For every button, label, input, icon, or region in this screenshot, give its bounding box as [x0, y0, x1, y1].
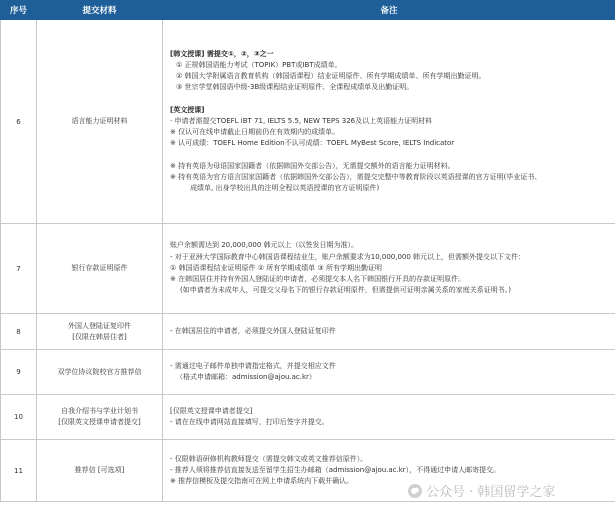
- table-header-row: [1, 1, 615, 20]
- note-line: ③ 世宗学堂韩国语中级-3B级课程结业证明原件、全课程成绩单及出勤证明。: [176, 83, 414, 92]
- table-row: [1, 20, 615, 224]
- note-line: ① 韩国语课程结业证明原件 ② 所有学期成绩单 ③ 所有学期出勤证明: [170, 263, 382, 272]
- note-line: ※ 仅认可在线申请截止日期前仍在有效期内的成绩单。: [170, 128, 340, 137]
- row-number: 6: [1, 20, 37, 224]
- note-line: ※ 持有英语为母语国家国籍者（依据韩国外交部公告），无需提交额外的语言能力证明材料。: [170, 161, 455, 170]
- header-notes: 备注: [163, 1, 615, 20]
- note-line: ※ 认可成绩：TOEFL Home Edition不认可成绩：TOEFL MyBest Score, IELTS Indicator: [170, 139, 455, 148]
- note-line: - 需通过电子邮件单独申请指定格式，并提交相应文件: [170, 361, 336, 370]
- row-number: 8: [1, 314, 37, 350]
- header-material: 提交材料: [37, 1, 163, 20]
- material-cell: [37, 350, 163, 395]
- note-line: · 申请者需提交TOEFL iBT 71, IELTS 5.5, NEW TEPS 326及以上英语能力证明材料: [170, 116, 433, 125]
- note-line: ① 正规韩国语能力考试（TOPIK）PBT或IBT成绩单。: [176, 61, 342, 70]
- note-line: 账户余额需达到 20,000,000 韩元以上（以签发日期为准）。: [170, 241, 359, 250]
- note-line: ※ 在韩国居住并持有外国人登陆证的申请者，必须提交本人名下韩国银行开具的存款证明原件。: [170, 275, 466, 284]
- watermark: [408, 481, 555, 500]
- note-line: （格式申请邮箱：admission@ajou.ac.kr）: [176, 373, 316, 381]
- note-line: - 请在在线申请网站直接填写，打印后签字并提交。: [170, 418, 329, 426]
- notes-cell: [163, 224, 615, 314]
- material-cell: [37, 395, 163, 440]
- material-name: 银行存款证明原件: [71, 264, 128, 272]
- notes-cell: [163, 395, 615, 440]
- material-name: 双学位协议院校官方推荐信: [57, 367, 142, 376]
- row-number: 11: [1, 440, 37, 502]
- note-line: ※ 持有英语为官方语言国家国籍者（依据韩国外交部公告），需提交完整中等教育阶段以英语授课的官方证明(毕业证书、: [170, 172, 542, 181]
- table-row: [1, 395, 615, 440]
- table-row: [1, 224, 615, 314]
- notes-cell: [163, 350, 615, 395]
- material-qualifier: [仅限在韩居住者]: [72, 332, 127, 341]
- row-number: 9: [1, 350, 37, 395]
- material-qualifier: [仅限英文授课申请者提交]: [58, 418, 141, 426]
- header-no: 序号: [1, 1, 37, 20]
- row-number: 10: [1, 395, 37, 440]
- notes-cell: [163, 20, 615, 224]
- notes-cell: [163, 314, 615, 350]
- material-cell: [37, 314, 163, 350]
- note-line: - 仅限韩语研修机构教师提交（需提交韩文或英文推荐信原件）。: [170, 454, 368, 463]
- english-course-heading: [英文授课]: [170, 105, 205, 114]
- material-name: 推荐信 [可选项]: [74, 466, 125, 474]
- note-line: ② 韩国大学附属语言教育机构（韩国语课程）结业证明原件、所有学期成绩单、所有学期出勤证明。: [176, 72, 486, 81]
- material-name: 外国人登陆证复印件: [68, 321, 131, 330]
- material-cell: [37, 20, 163, 224]
- note-line: ※ 推荐信模板及提交指南可在网上申请系统内下载并确认。: [170, 477, 354, 486]
- material-cell: [37, 440, 163, 502]
- note-line: 成绩单, 出身学校出具的注明全程以英语授课的官方证明原件): [190, 183, 380, 192]
- note-line: - 对于亚洲大学国际教育中心韩国语课程结业生，账户余额要求为10,000,000 韩元以上，但需额外提交以下文件：: [170, 252, 526, 261]
- watermark-text: 公众号 · 韩国留学之家: [426, 485, 556, 500]
- note-line: - 在韩国居住的申请者，必须提交外国人登陆证复印件: [170, 326, 336, 335]
- material-name: 自我介绍书与学业计划书: [61, 407, 138, 415]
- material-name: 语言能力证明材料: [71, 117, 128, 125]
- note-line: [仅限英文授课申请者提交]: [170, 406, 253, 415]
- korean-course-heading: [韩文授课] 需提交①，②，③之一: [170, 49, 274, 58]
- note-line: (如申请者为未成年人，可提交父母名下的银行存款证明原件，但需提供可证明亲属关系的家庭关系证明书。): [180, 286, 511, 295]
- row-number: 7: [1, 224, 37, 314]
- table-row: [1, 314, 615, 350]
- table-row: [1, 350, 615, 395]
- material-cell: [37, 224, 163, 314]
- wechat-icon: [408, 484, 422, 498]
- note-line: - 推荐人须将推荐信直接发送至留学生招生办邮箱（admission@ajou.ac.kr），不得通过申请人邮寄提交。: [170, 465, 501, 474]
